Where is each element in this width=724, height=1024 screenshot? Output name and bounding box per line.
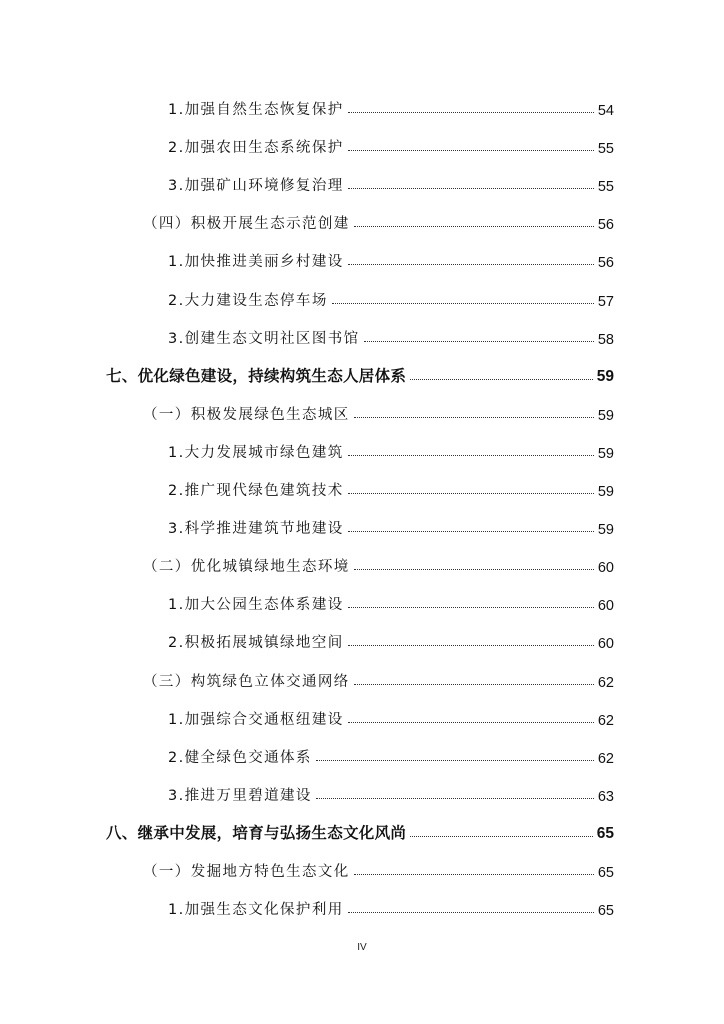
toc-entry-title: 2.大力建设生态停车场 — [168, 292, 328, 309]
dot-leader — [348, 112, 594, 113]
toc-entry-page-number: 58 — [597, 331, 614, 348]
page-number: IV — [357, 942, 367, 953]
toc-subsection-entry[interactable] — [168, 699, 614, 729]
toc-entry-title: 2.加强农田生态系统保护 — [168, 140, 344, 157]
toc-entry-title: 3.科学推进建筑节地建设 — [168, 521, 344, 538]
toc-entry-title: （三）构筑绿色立体交通网络 — [143, 673, 350, 690]
dot-leader — [410, 836, 593, 837]
toc-entry-title: （四）积极开展生态示范创建 — [143, 216, 350, 233]
toc-subsection-entry[interactable] — [168, 280, 614, 310]
dot-leader — [410, 379, 593, 380]
toc-subsection-entry[interactable] — [168, 432, 614, 462]
toc-entry-page-number: 65 — [597, 903, 614, 920]
toc-entry-page-number: 56 — [597, 255, 614, 272]
toc-entry-title: （二）优化城镇绿地生态环境 — [143, 559, 350, 576]
toc-entry-title: 3.创建生态文明社区图书馆 — [168, 330, 360, 347]
dot-leader — [348, 531, 594, 532]
toc-subsection-entry[interactable] — [168, 775, 614, 805]
toc-entry-page-number: 60 — [597, 636, 614, 653]
toc-entry-page-number: 59 — [597, 522, 614, 539]
toc-entry-title: 2.推广现代绿色建筑技术 — [168, 483, 344, 499]
toc-entry-page-number: 59 — [597, 407, 614, 424]
toc-entry-page-number: 65 — [597, 865, 614, 881]
toc-entry-page-number: 55 — [597, 141, 614, 158]
toc-section-entry[interactable] — [143, 546, 614, 576]
dot-leader — [348, 645, 594, 646]
toc-entry-page-number: 59 — [596, 367, 614, 385]
toc-entry-title: 2.健全绿色交通体系 — [168, 749, 312, 766]
toc-entry-page-number: 59 — [597, 484, 614, 500]
dot-leader — [316, 798, 594, 799]
dot-leader — [348, 493, 594, 494]
toc-subsection-entry[interactable] — [168, 584, 614, 614]
toc-subsection-entry[interactable] — [168, 241, 614, 271]
dot-leader — [354, 874, 594, 875]
toc-entry-title: 1.加强综合交通枢纽建设 — [168, 711, 344, 728]
toc-subsection-entry[interactable] — [168, 89, 614, 119]
toc-entry-title: 3.推进万里碧道建设 — [168, 787, 312, 804]
toc-entry-title: 1.加强生态文化保护利用 — [168, 902, 344, 919]
toc-entry-page-number: 62 — [597, 712, 614, 729]
toc-entry-title: 2.积极拓展城镇绿地空间 — [168, 635, 344, 652]
toc-entry-title: 3.加强矿山环境修复治理 — [168, 178, 344, 195]
dot-leader — [354, 684, 594, 685]
toc-section-entry[interactable] — [143, 661, 614, 691]
toc-subsection-entry[interactable] — [168, 318, 614, 348]
toc-entry-page-number: 57 — [597, 293, 614, 310]
dot-leader — [364, 341, 594, 342]
dot-leader — [348, 264, 594, 265]
toc-subsection-entry[interactable] — [168, 127, 614, 157]
toc-entry-title: 1.大力发展城市绿色建筑 — [168, 444, 344, 461]
toc-section-entry[interactable] — [143, 203, 614, 233]
toc-entry-title: （一）发掘地方特色生态文化 — [143, 864, 350, 880]
toc-subsection-entry[interactable] — [168, 622, 614, 652]
toc-subsection-entry[interactable] — [168, 470, 614, 500]
toc-entry-title: 1.加快推进美丽乡村建设 — [168, 254, 344, 271]
toc-entry-page-number: 62 — [597, 750, 614, 767]
dot-leader — [354, 226, 594, 227]
toc-entry-page-number: 60 — [597, 560, 614, 577]
toc-entry-page-number: 65 — [596, 824, 614, 842]
dot-leader — [348, 150, 594, 151]
dot-leader — [348, 912, 594, 913]
dot-leader — [348, 188, 594, 189]
toc-entry-page-number: 59 — [597, 445, 614, 462]
toc-entry-page-number: 56 — [597, 217, 614, 234]
toc-entry-page-number: 60 — [597, 598, 614, 615]
toc-entry-title: 1.加大公园生态体系建设 — [168, 597, 344, 614]
dot-leader — [316, 760, 594, 761]
toc-subsection-entry[interactable] — [168, 737, 614, 767]
dot-leader — [332, 303, 594, 304]
toc-entry-page-number: 62 — [597, 674, 614, 691]
dot-leader — [348, 722, 594, 723]
toc-entry-title: （一）积极发展绿色生态城区 — [143, 406, 350, 423]
dot-leader — [354, 569, 594, 570]
toc-entry-title: 八、继承中发展，培育与弘扬生态文化风尚 — [106, 823, 407, 842]
toc-subsection-entry[interactable] — [168, 889, 614, 919]
toc-section-entry[interactable] — [143, 394, 614, 424]
dot-leader — [354, 417, 594, 418]
toc-entry-title: 1.加强自然生态恢复保护 — [168, 102, 344, 118]
toc-entry-page-number: 54 — [597, 103, 614, 119]
toc-chapter-entry[interactable] — [106, 813, 614, 843]
dot-leader — [348, 607, 594, 608]
toc-entry-page-number: 63 — [597, 788, 614, 805]
toc-subsection-entry[interactable] — [168, 508, 614, 538]
toc-entry-page-number: 55 — [597, 179, 614, 196]
toc-chapter-entry[interactable] — [106, 356, 614, 386]
dot-leader — [348, 455, 594, 456]
toc-subsection-entry[interactable] — [168, 165, 614, 195]
toc-entry-title: 七、优化绿色建设，持续构筑生态人居体系 — [106, 366, 407, 385]
toc-section-entry[interactable] — [143, 851, 614, 881]
